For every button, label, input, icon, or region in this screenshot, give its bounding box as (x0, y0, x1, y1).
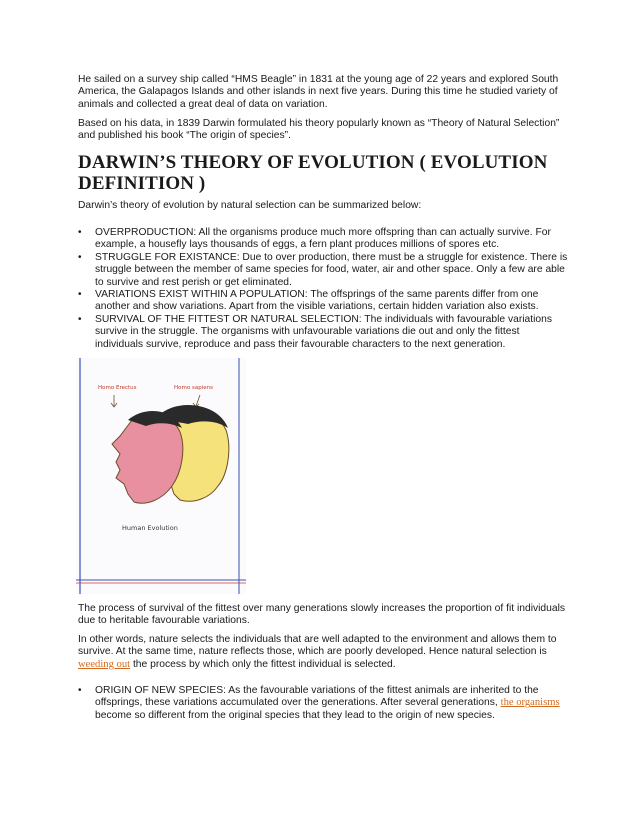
list-item (78, 314, 568, 351)
list-item-text: VARIATIONS EXIST WITHIN A POPULATION: The offsprings of the same parents differ from one another and show variations. Apart from the visible variations, certain hidden variation also exists. (95, 289, 539, 313)
bullet-icon: • (78, 313, 82, 325)
list-item (78, 685, 568, 722)
list-item-text: STRUGGLE FOR EXISTANCE: Due to over production, there must be a struggle for existence. There is struggle between the member of same species for food, water, air and other space. Only a few are able to survive and rest perish or get eliminated. (95, 251, 568, 288)
the-organisms-link[interactable]: the organisms (500, 697, 560, 709)
list-item-text-before: ORIGIN OF NEW SPECIES: As the favourable variations of the fittest animals are inherited to the offsprings, these variations accumulated over the generations. After several generations, (95, 685, 539, 709)
paragraph-nature-selects (78, 634, 568, 671)
human-evolution-drawing (76, 358, 246, 594)
bullet-list-origin (78, 685, 568, 722)
paragraph-text-after: the process by which only the fittest individual is selected. (130, 658, 396, 670)
bullet-icon: • (78, 227, 82, 238)
figure-label-left: Homo Erectus (98, 385, 137, 391)
bullet-icon: • (78, 289, 82, 301)
paragraph-text-before: In other words, nature selects the individuals that are well adapted to the environment and allows them to survive. At the same time, nature reflects those, which are poorly developed. Hence natural selection is (78, 634, 557, 658)
bullet-icon: • (78, 251, 82, 263)
paragraph-survival-process: The process of survival of the fittest over many generations slowly increases the proportion of fit individuals due to heritable favourable variations. (78, 603, 566, 627)
weeding-out-link[interactable]: weeding out (78, 658, 131, 670)
paragraph-hms-beagle: He sailed on a survey ship called “HMS Beagle” in 1831 at the young age of 22 years and explored South America, the Galapagos Islands and other islands in next five years. During this time he studied variety of animals and collected a great deal of data on variation. (78, 74, 559, 110)
figure-caption: Human Evolution (122, 524, 178, 532)
list-item-text-after: become so different from the original species that they lead to the origin of new species. (95, 709, 495, 721)
paragraph-natural-selection-theory: Based on his data, in 1839 Darwin formulated his theory popularly known as “Theory of Natural Selection” and published his book “The origin of species”. (78, 118, 560, 142)
list-item-text: SURVIVAL OF THE FITTEST OR NATURAL SELECTION: The individuals with favourable variations survive in the struggle. The organisms with unfavourable variations die out and only the fittest individuals survive, reproduce and pass their favourable characters to the next generation. (95, 313, 553, 350)
list-item (78, 227, 568, 252)
list-item (78, 252, 568, 289)
bullet-list-theory (78, 227, 568, 351)
paragraph-intro: Darwin’s theory of evolution by natural selection can be summarized below: (78, 200, 422, 211)
bullet-icon: • (78, 685, 82, 696)
figure-label-right: Homo sapiens (174, 385, 213, 391)
list-item (78, 289, 568, 314)
page-heading: DARWIN’S THEORY OF EVOLUTION ( EVOLUTION DEFINITION ) (78, 152, 548, 194)
list-item-text: OVERPRODUCTION: All the organisms produce much more offspring than can actually survive. For example, a housefly lays thousands of eggs, a fern plant produces millions of spores etc. (95, 227, 551, 251)
